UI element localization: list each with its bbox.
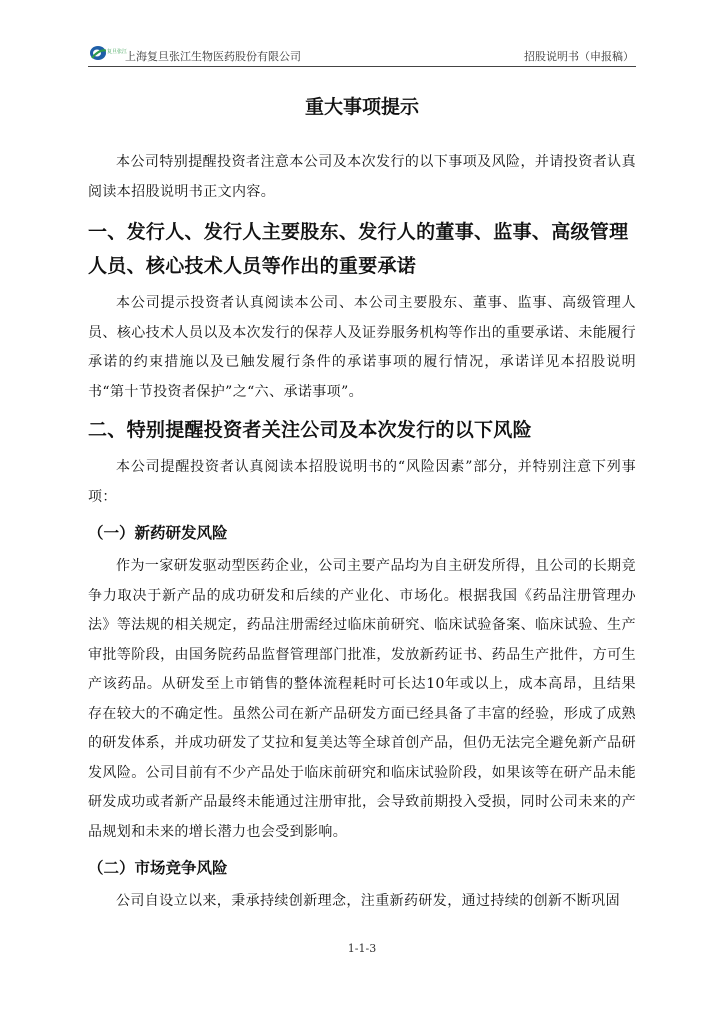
subsection-1-paragraph: 作为一家研发驱动型医药企业，公司主要产品均为自主研发所得，且公司的长期竞争力取决于新产品的成功研发和后续的产业化、市场化。根据我国《药品注册管理办法》等法规的相关规定，药品注册需经过临床前研究、临床试验备案、临床试验、生产审批等阶段，由国务院药品监督管理部门批准，发放新药证书、药品生产批件，方可生产该药品。从研发至上市销售的整体流程耗时可长达10年或以上，成本高昂，且结果存在较大的不确定性。虽然公司在新产品研发方面已经具备了丰富的经验，形成了成熟的研发体系，并成功研发了艾拉和复美达等全球首创产品，但仍无法完全避免新产品研发风险。公司目前有不少产品处于临床前研究和临床试验阶段，如果该等在研产品未能研发成功或者新产品最终未能通过注册审批，会导致前期投入受损，同时公司未来的产品规划和未来的增长潜力也会受到影响。 <box>88 558 636 840</box>
subsection-1-heading: （一）新药研发风险 <box>88 524 228 542</box>
page-header <box>88 42 636 67</box>
page-number: 1-1-3 <box>347 942 377 955</box>
section-1-paragraph: 本公司提示投资者认真阅读本公司、本公司主要股东、董事、监事、高级管理人员、核心技术人员以及本次发行的保荐人及证券服务机构等作出的重要承诺、未能履行承诺的约束措施以及已触发履行条件的承诺事项的履行情况，承诺详见本招股说明书“第十节投资者保护”之“六、承诺事项”。 <box>88 295 636 400</box>
page-title: 重大事项提示 <box>304 96 419 118</box>
subsection-2-heading: （二）市场竞争风险 <box>88 859 228 877</box>
document-label: 招股说明书（申报稿） <box>524 50 634 63</box>
svg-text:复旦张江: 复旦张江 <box>107 49 128 55</box>
company-name: 上海复旦张江生物医药股份有限公司 <box>125 50 301 63</box>
section-2-paragraph: 本公司提醒投资者认真阅读本招股说明书的“风险因素”部分，并特别注意下列事项： <box>88 459 636 505</box>
subsection-2-paragraph: 公司自设立以来，秉承持续创新理念，注重新药研发，通过持续的创新不断巩固 <box>116 893 620 909</box>
section-2-heading: 二、特别提醒投资者关注公司及本次发行的以下风险 <box>88 419 532 441</box>
company-logo-icon <box>88 42 128 62</box>
document-body <box>88 148 636 917</box>
intro-paragraph: 本公司特别提醒投资者注意本公司及本次发行的以下事项及风险，并请投资者认真阅读本招股说明书正文内容。 <box>88 154 636 200</box>
section-1-heading: 一、发行人、发行人主要股东、发行人的董事、监事、高级管理人员、核心技术人员等作出的重要承诺 <box>88 221 629 277</box>
